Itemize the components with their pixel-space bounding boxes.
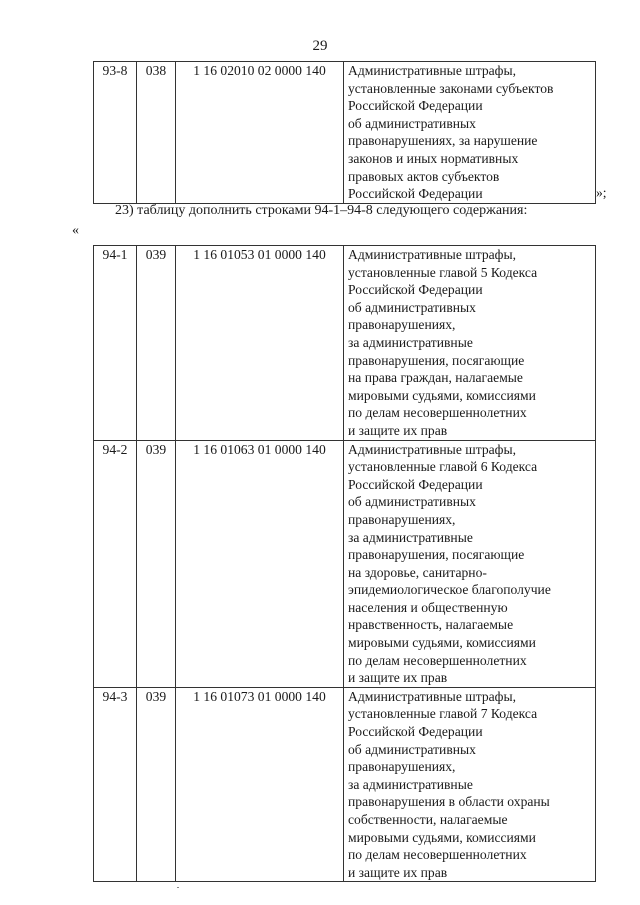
- revenue-name-line: правовых актов субъектов: [348, 168, 500, 184]
- opening-quote-mark: «: [72, 223, 79, 238]
- closing-quote-mark: »;: [596, 185, 607, 200]
- row-number: 94-3: [94, 687, 137, 882]
- revenue-name-line: за административные: [348, 776, 473, 792]
- revenue-name-line: за административные: [348, 529, 473, 545]
- revenue-name-line: по делам несовершеннолетних: [348, 847, 527, 863]
- revenue-name-line: установленные главой 6 Кодекса: [348, 459, 538, 475]
- revenue-name: [344, 246, 596, 441]
- revenue-name-line: установленные главой 7 Кодекса: [348, 706, 538, 722]
- revenue-name-line: Административные штрафы,: [348, 441, 516, 457]
- table-row: [94, 246, 596, 441]
- admin-code: 039: [137, 246, 176, 441]
- revenue-name-line: за административные: [348, 334, 473, 350]
- revenue-name-line: об административных: [348, 741, 476, 757]
- revenue-name-line: нравственность, налагаемые: [348, 617, 514, 633]
- revenue-name-line: об административных: [348, 494, 476, 510]
- revenue-name-line: об административных: [348, 299, 476, 315]
- revenue-name-line: правонарушения, посягающие: [348, 352, 525, 368]
- revenue-name-line: эпидемиологическое благополучие: [348, 582, 551, 598]
- revenue-name-line: Российской Федерации: [348, 476, 483, 492]
- budget-classification-code: 1 16 01063 01 0000 140: [176, 440, 344, 687]
- revenue-name-line: и защите их прав: [348, 422, 448, 438]
- budget-codes-table-additions: [93, 245, 596, 882]
- admin-code: 038: [137, 62, 176, 204]
- revenue-name-line: установленные главой 5 Кодекса: [348, 264, 538, 280]
- revenue-name-line: правонарушения, посягающие: [348, 547, 525, 563]
- budget-classification-code: 1 16 01053 01 0000 140: [176, 246, 344, 441]
- table-row: [94, 62, 596, 204]
- revenue-name-line: правонарушениях, за нарушение: [348, 133, 538, 149]
- revenue-name-line: Административные штрафы,: [348, 688, 516, 704]
- revenue-name-line: на здоровье, санитарно-: [348, 564, 487, 580]
- revenue-name-line: правонарушениях,: [348, 759, 456, 775]
- revenue-name-line: установленные законами субъектов: [348, 80, 554, 96]
- revenue-name-line: Административные штрафы,: [348, 63, 516, 78]
- revenue-name-line: и защите их прав: [348, 670, 448, 686]
- revenue-name-line: собственности, налагаемые: [348, 812, 508, 827]
- table-row: [94, 440, 596, 687]
- admin-code: 039: [137, 687, 176, 882]
- scan-artifact-dot: [177, 887, 179, 888]
- page-number: 29: [312, 38, 328, 54]
- table-body: [94, 62, 596, 204]
- revenue-name-line: Российской Федерации: [348, 98, 483, 114]
- budget-classification-code: 1 16 02010 02 0000 140: [176, 62, 344, 204]
- amendment-instruction: 23) таблицу дополнить строками 94-1–94-8 следующего содержания:: [115, 203, 528, 218]
- revenue-name-line: и защите их прав: [348, 864, 448, 880]
- revenue-name-line: Административные штрафы,: [348, 247, 516, 262]
- revenue-name-line: законов и иных нормативных: [348, 150, 519, 166]
- revenue-name-line: Российской Федерации: [348, 282, 483, 298]
- revenue-name-line: населения и общественную: [348, 599, 508, 615]
- revenue-name-line: по делам несовершеннолетних: [348, 652, 527, 668]
- row-number: 93-8: [94, 62, 137, 204]
- budget-classification-code: 1 16 01073 01 0000 140: [176, 687, 344, 882]
- revenue-name: [344, 62, 596, 204]
- admin-code: 039: [137, 440, 176, 687]
- revenue-name-line: мировыми судьями, комиссиями: [348, 635, 536, 651]
- table-row: [94, 687, 596, 882]
- revenue-name-line: мировыми судьями, комиссиями: [348, 387, 536, 403]
- revenue-name-line: Российской Федерации: [348, 724, 483, 740]
- revenue-name-line: Российской Федерации: [348, 186, 483, 202]
- budget-codes-table-continued: [93, 61, 596, 204]
- row-number: 94-2: [94, 440, 137, 687]
- revenue-name-line: мировыми судьями, комиссиями: [348, 829, 536, 845]
- revenue-name-line: правонарушениях,: [348, 317, 456, 333]
- revenue-name-line: об административных: [348, 115, 476, 131]
- revenue-name-line: правонарушения в области охраны: [348, 794, 550, 810]
- revenue-name: [344, 687, 596, 882]
- revenue-name-line: на права граждан, налагаемые: [348, 370, 523, 386]
- row-number: 94-1: [94, 246, 137, 441]
- revenue-name-line: правонарушениях,: [348, 511, 456, 527]
- revenue-name: [344, 440, 596, 687]
- table-body: [94, 246, 596, 882]
- revenue-name-line: по делам несовершеннолетних: [348, 405, 527, 421]
